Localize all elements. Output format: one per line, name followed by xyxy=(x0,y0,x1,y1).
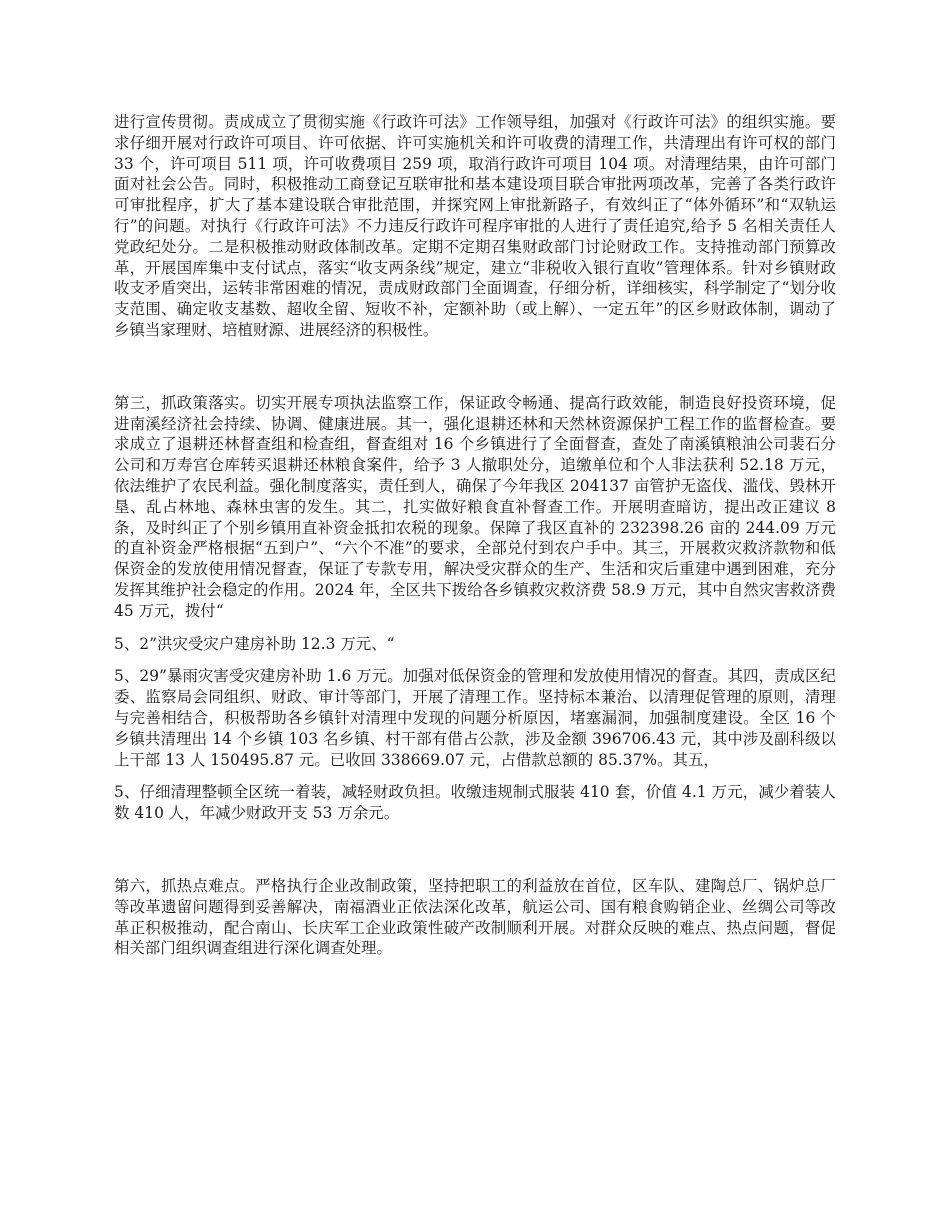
paragraph-spacer xyxy=(114,770,836,782)
paragraph-spacer xyxy=(114,654,836,666)
paragraph-spacer xyxy=(114,622,836,634)
paragraph-administrative-licensing: 进行宣传贯彻。责成成立了贯彻实施《行政许可法》工作领导组，加强对《行政许可法》的组织实施。要求仔细开展对行政许可项目、许可依据、许可实施机关和许可收费的清理工作，共清理出有许可权的部门 33 个，许可项目 511 项，许可收费项目 259 项，取消行政许可项目 104 项。对清理结果，由许可部门面对社会公告。同时，积极推动工商登记互联审批和基本建设项目联合审批两项改革，完善了各类行政许可审批程序，扩大了基本建设联合审批范围，并探究网上审批新路子，有效纠正了“体外循环”和“双轨运行”的问题。对执行《行政许可法》不力违反行政许可程序审批的人进行了责任追究,给予 5 名相关责任人党政纪处分。二是积极推动财政体制改革。定期不定期召集财政部门讨论财政工作。支持推动部门预算改革，开展国库集中支付试点，落实“收支两条线”规定，建立“非税收入银行直收”管理体系。针对乡镇财政收支矛盾突出，运转非常困难的情况，责成财政部门全面调查，仔细分析，详细核实，科学制定了“划分收支范围、确定收支基数、超收全留、短收不补，定额补助（或上解）、一定五年”的区乡财政体制，调动了乡镇当家理财、培植财源、进展经济的积极性。 xyxy=(114,113,836,339)
document-body xyxy=(114,112,836,959)
paragraph-rainstorm-cleanup: 5、29”暴雨灾害受灾建房补助 1.6 万元。加强对低保资金的管理和发放使用情况的督查。其四，责成区纪委、监察局会同组织、财政、审计等部门，开展了清理工作。坚持标本兼治、以清理促管理的原则，清理与完善相结合，积极帮助各乡镇针对清理中发现的问题分析原因，堵塞漏洞，加强制度建设。全区 16 个乡镇共清理出 14 个乡镇 103 名乡镇、村干部有借占公款，涉及金额 396706.43 元，其中涉及副科级以上干部 13 人 150495.87 元。已收回 338669.07 元，占借款总额的 85.37%。其五， xyxy=(114,667,836,769)
paragraph-spacer xyxy=(114,824,836,876)
paragraph-hotspot-issues: 第六，抓热点难点。严格执行企业改制政策，坚持把职工的利益放在首位，区车队、建陶总厂、锅炉总厂等改革遗留问题得到妥善解决，南福酒业正依法深化改革，航运公司、国有粮食购销企业、丝绸公司等改革正积极推动，配合南山、长庆军工企业政策性破产改制顺利开展。对群众反映的难点、热点问题，督促相关部门组织调查组进行深化调查处理。 xyxy=(114,876,836,958)
paragraph-uniform-rectification: 5、仔细清理整顿全区统一着装，减轻财政负担。收缴违规制式服装 410 套，价值 4.1 万元，减少着装人数 410 人，年减少财政开支 53 万余元。 xyxy=(114,783,836,823)
paragraph-policy-implementation: 第三，抓政策落实。切实开展专项执法监察工作，保证政令畅通、提高行政效能，制造良好投资环境，促进南溪经济社会持续、协调、健康进展。其一，强化退耕还林和天然林资源保护工程工作的监督检查。要求成立了退耕还林督查组和检查组，督查组对 16 个乡镇进行了全面督查，查处了南溪镇粮油公司裴石分公司和万寿宫仓库转买退耕还林粮食案件，给予 3 人撤职处分，追缴单位和个人非法获利 52.18 万元，依法维护了农民利益。强化制度落实，责任到人，确保了今年我区 204137 亩管护无盗伐、滥伐、毁林开垦、乱占林地、森林虫害的发生。其二，扎实做好粮食直补督查工作。开展明查暗访，提出改正建议 8 条，及时纠正了个别乡镇用直补资金抵扣农税的现象。保障了我区直补的 232398.26 亩的 244.09 万元的直补资金严格根据“五到户”、“六个不准”的要求，全部兑付到农户手中。其三，开展救灾救济款物和低保资金的发放使用情况督查，保证了专款专用，解决受灾群众的生产、生活和灾后重建中遇到困难，充分发挥其维护社会稳定的作用。2024 年，全区共下拨给各乡镇救灾救济费 58.9 万元，其中自然灾害救济费 45 万元，拨付“ xyxy=(114,393,836,620)
paragraph-spacer xyxy=(114,341,836,393)
paragraph-flood-subsidy: 5、2”洪灾受灾户建房补助 12.3 万元、“ xyxy=(114,634,395,653)
